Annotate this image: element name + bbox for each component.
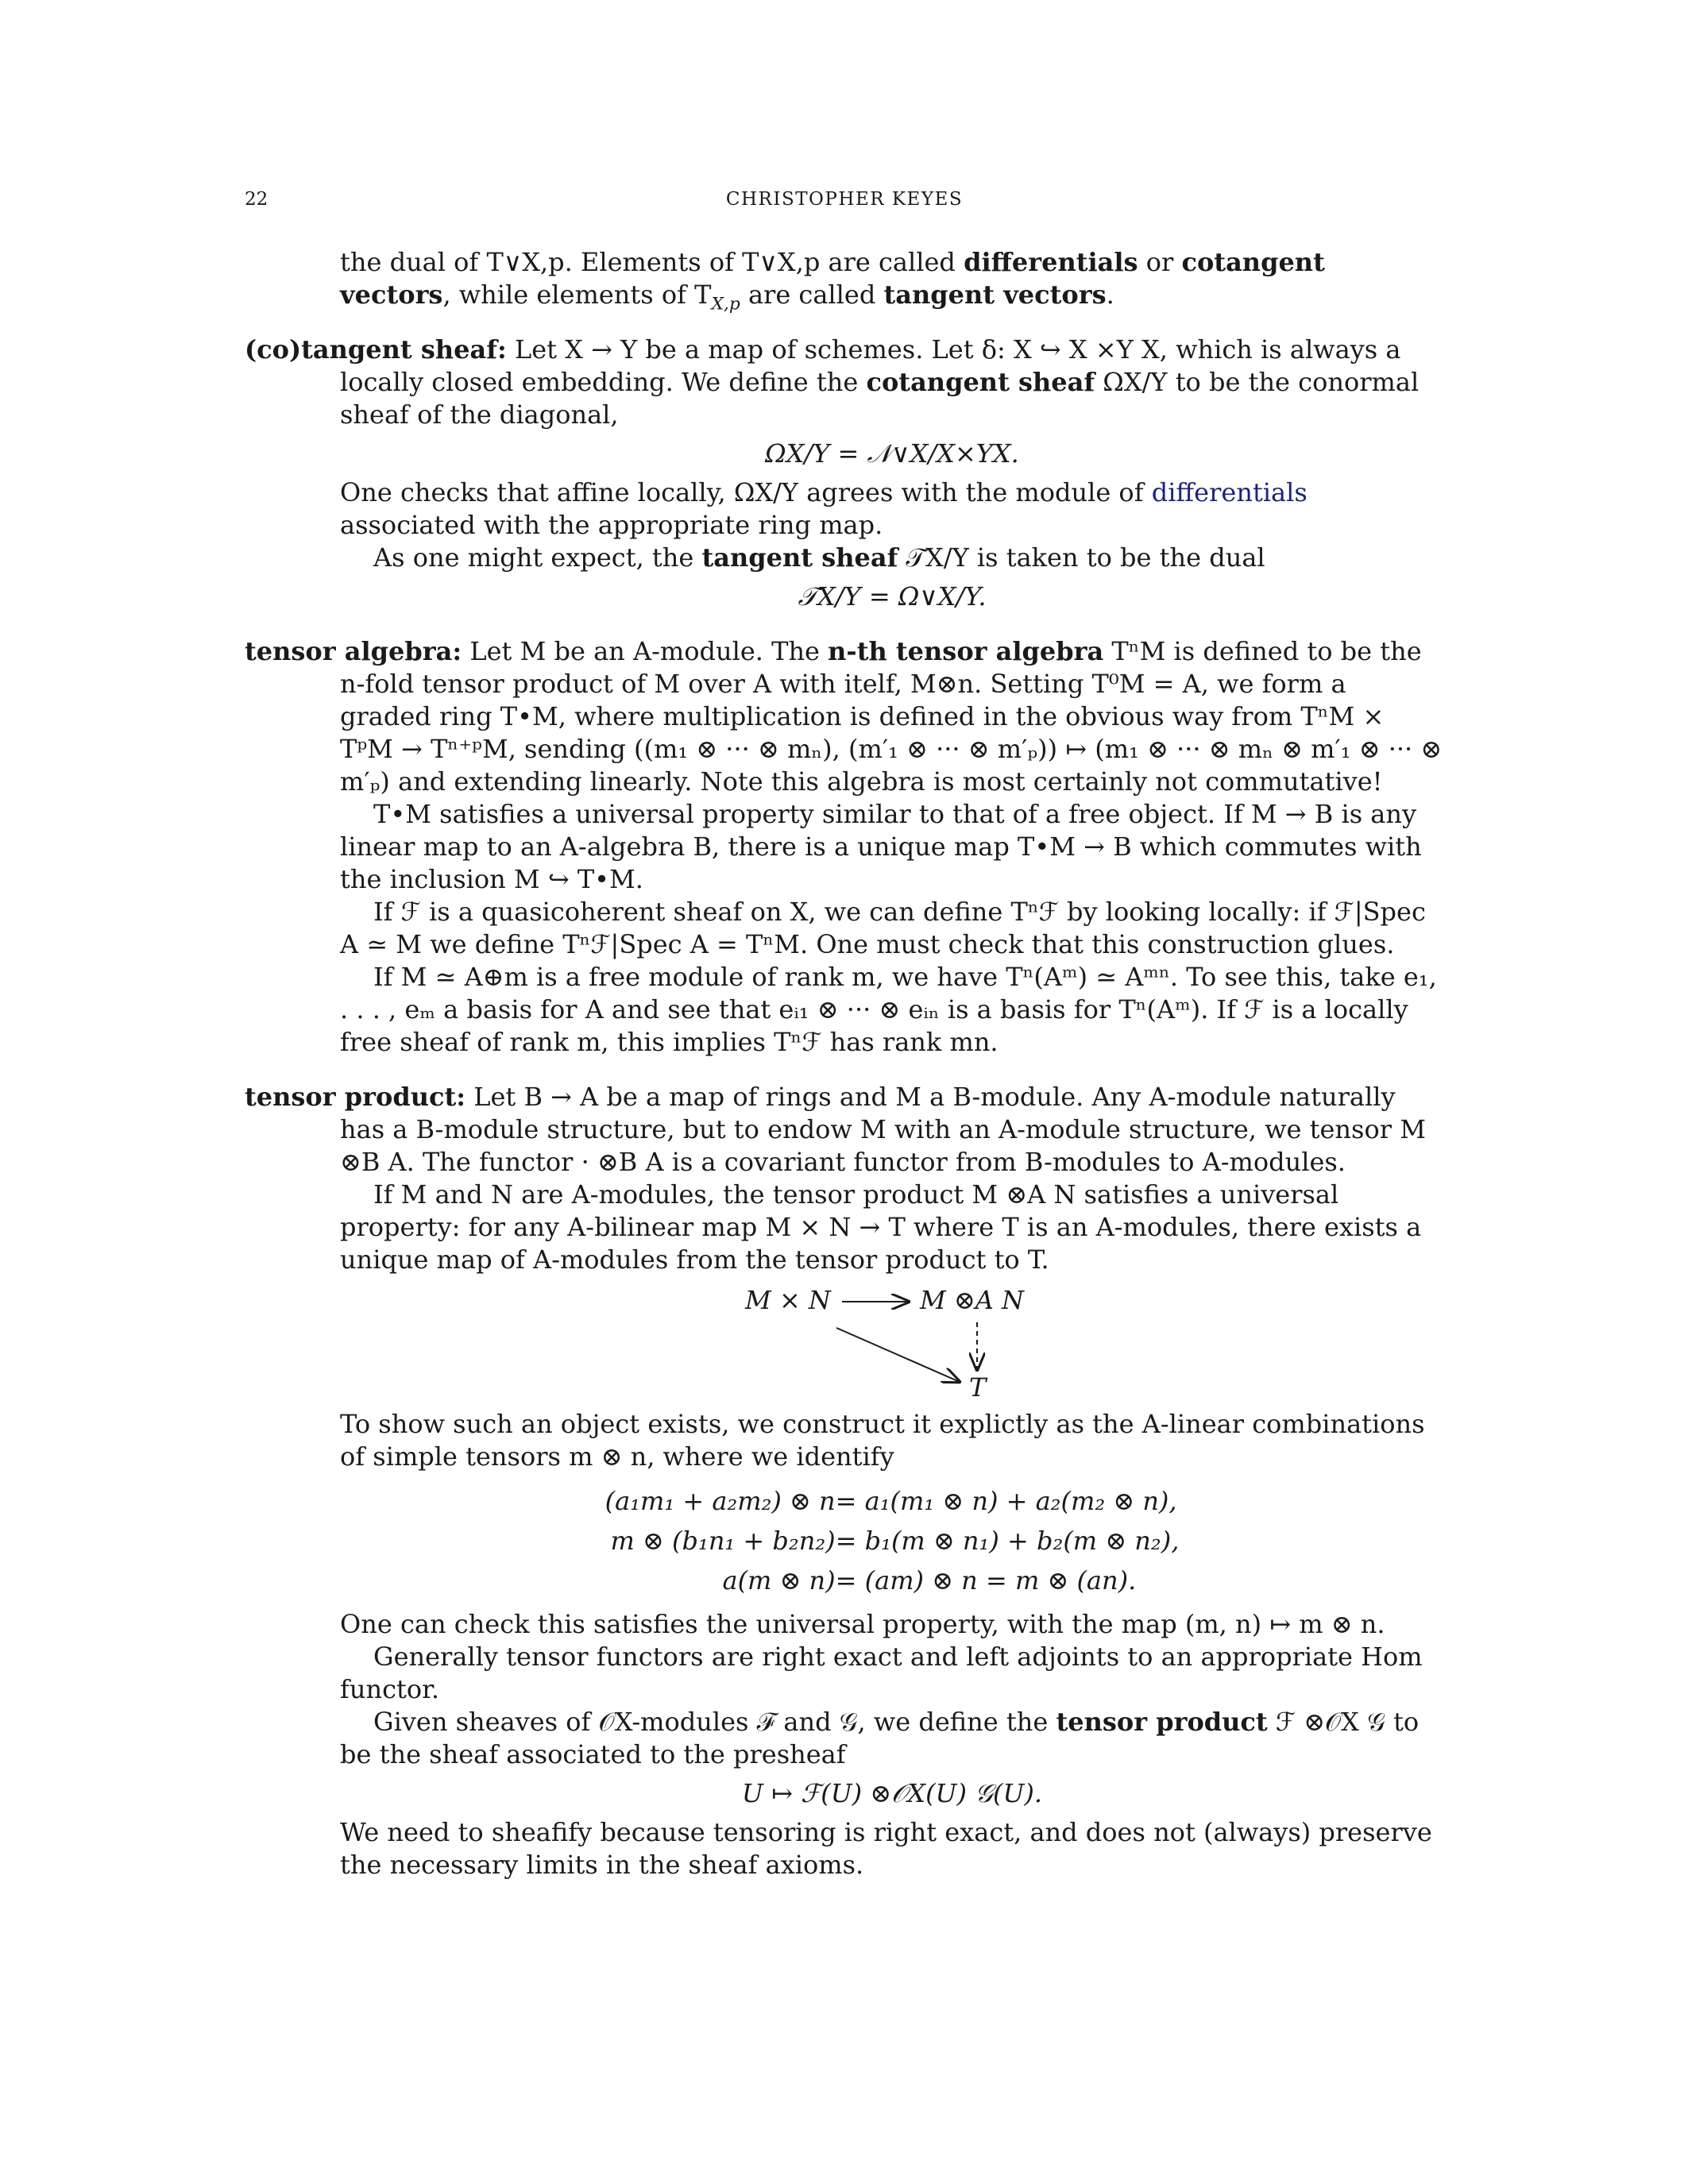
commutative-diagram [245, 1284, 1444, 1403]
tprod-text-6c: ℱ ⊗𝒪X 𝒢 to be the sheaf associated to the presheaf [340, 1707, 1420, 1769]
diagram-arrows [245, 1284, 1444, 1403]
term-nth-tensor-algebra: n-th tensor algebra [828, 636, 1104, 666]
diagonal-arrow [836, 1328, 960, 1382]
cont-or: or [1138, 247, 1182, 277]
cotangent-text-3c: 𝒯X/Y is taken to be the dual [898, 542, 1265, 573]
eq-rhs: = b₁(m ⊗ n₁) + b₂(m ⊗ n₂), [835, 1526, 1180, 1556]
term-cotangent-vectors: cotangent vectors [340, 247, 1325, 310]
aligned-equations [245, 1481, 1444, 1600]
page-number: 22 [245, 189, 268, 210]
tprod-paragraph-6 [245, 1706, 1444, 1771]
diagram-bottom: T [969, 1372, 987, 1403]
cotangent-paragraph-3 [245, 542, 1444, 574]
cotangent-paragraph-2 [245, 477, 1444, 542]
cont-tail: , while [442, 280, 529, 310]
cont-line-1: the dual of T∨X,p. Elements of T∨X,p are called [340, 247, 956, 277]
eq-rhs: = (am) ⊗ n = m ⊗ (an). [835, 1565, 1137, 1596]
entry-term: tensor product: [245, 1082, 466, 1112]
talg-paragraph-2: T•M satisfies a universal property similar to that of a free object. If M → B is any linear map to an A-algebra B, there is a unique map T•M → B which commutes with the inclusion M ↪ T•M. [340, 799, 1422, 894]
talg-paragraph-3: If ℱ is a quasicoherent sheaf on X, we can define Tⁿℱ by looking locally: if ℱ|Spec A ≃ M we define Tⁿℱ|Spec A = TⁿM. One must check that this construction glues. [340, 897, 1426, 959]
term-cotangent-sheaf: cotangent sheaf [866, 367, 1095, 397]
entry-term: (co)tangent sheaf: [245, 334, 507, 365]
cont-line2-a: elements of T [536, 280, 712, 310]
cotangent-text-2a: One checks that affine locally, ΩX/Y agrees with the module of [340, 477, 1152, 507]
cont-line-2: elements of $T_{X,p}$ are called tangent vectors. [536, 280, 1114, 314]
eq-lhs: (a₁m₁ + a₂m₂) ⊗ n [605, 1486, 836, 1516]
running-head: CHRISTOPHER KEYES [725, 189, 964, 210]
page-body [245, 246, 1444, 1881]
entry-tensor-product [245, 1081, 1444, 1179]
talg-text-1a: Let M be an A-module. The [462, 636, 829, 666]
equation-row [605, 1481, 1180, 1521]
cotangent-text-1: Let X → Y be a map of schemes. Let δ: X ↪ X ×Y X, which is always a locally closed embedding. We define the [340, 334, 1401, 397]
diagram-source: M × N [745, 1285, 831, 1315]
tprod-paragraph-2: If M and N are A-modules, the tensor product M ⊗A N satisfies a universal property: for any A-bilinear map M × N → T where T is an A-modules, there exists a unique map of A-modules from the tensor product to T. [340, 1179, 1422, 1275]
cotangent-text-2b: associated with the appropriate ring map. [340, 510, 883, 540]
eq-lhs: m ⊗ (b₁n₁ + b₂n₂) [610, 1526, 836, 1556]
link-differentials[interactable]: differentials [1151, 477, 1308, 507]
tprod-paragraph-3: To show such an object exists, we construct it explictly as the A-linear combinations of simple tensors m ⊗ n, where we identify [340, 1409, 1425, 1472]
tprod-paragraph-5: Generally tensor functors are right exact and left adjoints to an appropriate Hom functor. [340, 1642, 1423, 1704]
tprod-paragraph-7: We need to sheafify because tensoring is right exact, and does not (always) preserve the necessary limits in the sheaf axioms. [340, 1817, 1432, 1880]
diagram-target: M ⊗A N [920, 1285, 1025, 1315]
equation-cotangent: ΩX/Y = 𝒩∨X/X×YX. [765, 438, 1019, 469]
equation-tangent: 𝒯X/Y = Ω∨X/Y. [798, 581, 987, 612]
entry-term: tensor algebra: [245, 636, 462, 666]
cotangent-text-3a: As one might expect, the [373, 542, 702, 573]
entry-tensor-algebra [245, 635, 1444, 798]
cont-line2-b: are called [740, 280, 884, 310]
talg-paragraph-4: If M ≃ A⊕m is a free module of rank m, we have Tⁿ(Aᵐ) ≃ Aᵐⁿ. To see this, take e₁, . . . , eₘ a basis for A and see that eᵢ₁ ⊗ ··· ⊗ eᵢₙ is a basis for Tⁿ(Aᵐ). If ℱ is a locally free sheaf of rank m, this implies Tⁿℱ has rank mn. [340, 962, 1437, 1057]
cotangent-text-1b: ΩX/Y to be the conormal sheaf of the diagonal, [340, 367, 1420, 430]
talg-text-1c: TⁿM is defined to be the n-fold tensor product of M over A with itelf, M⊗n. Setting T⁰M = A, we form a graded ring T•M, where multiplication is defined in the obvious way from TⁿM × TᵖM → Tⁿ⁺ᵖM, sending ((m₁ ⊗ ··· ⊗ mₙ), (m′₁ ⊗ ··· ⊗ m′ₚ)) ↦ (m₁ ⊗ ··· ⊗ mₙ ⊗ m′₁ ⊗ ··· ⊗ m′ₚ) and extending linearly. Note this algebra is most certainly not commutative! [340, 636, 1443, 797]
term-tensor-product: tensor product [1056, 1707, 1268, 1737]
term-tangent-vectors: tangent vectors [883, 280, 1107, 310]
tprod-text-1: Let B → A be a map of rings and M a B-module. Any A-module naturally has a B-module structure, but to endow M with an A-module structure, we tensor M ⊗B A. The functor · ⊗B A is a covariant functor from B-modules to A-modules. [340, 1082, 1426, 1177]
equation-presheaf: U ↦ ℱ(U) ⊗𝒪X(U) 𝒢(U). [741, 1778, 1043, 1808]
equation-row [605, 1561, 1180, 1600]
eq-rhs: = a₁(m₁ ⊗ n) + a₂(m₂ ⊗ n), [835, 1486, 1177, 1516]
cont-dot: . [1106, 280, 1114, 310]
tprod-text-6a: Given sheaves of 𝒪X-modules ℱ and 𝒢, we define the [373, 1707, 1056, 1737]
tprod-paragraph-4: One can check this satisfies the universal property, with the map (m, n) ↦ m ⊗ n. [340, 1609, 1385, 1639]
term-differentials: differentials [964, 247, 1138, 277]
term-tangent-sheaf: tangent sheaf [701, 542, 898, 573]
entry-cotangent-sheaf [245, 334, 1444, 431]
eq-lhs: a(m ⊗ n) [722, 1565, 836, 1596]
continuation-paragraph [245, 246, 1444, 314]
equation-row [605, 1521, 1180, 1561]
